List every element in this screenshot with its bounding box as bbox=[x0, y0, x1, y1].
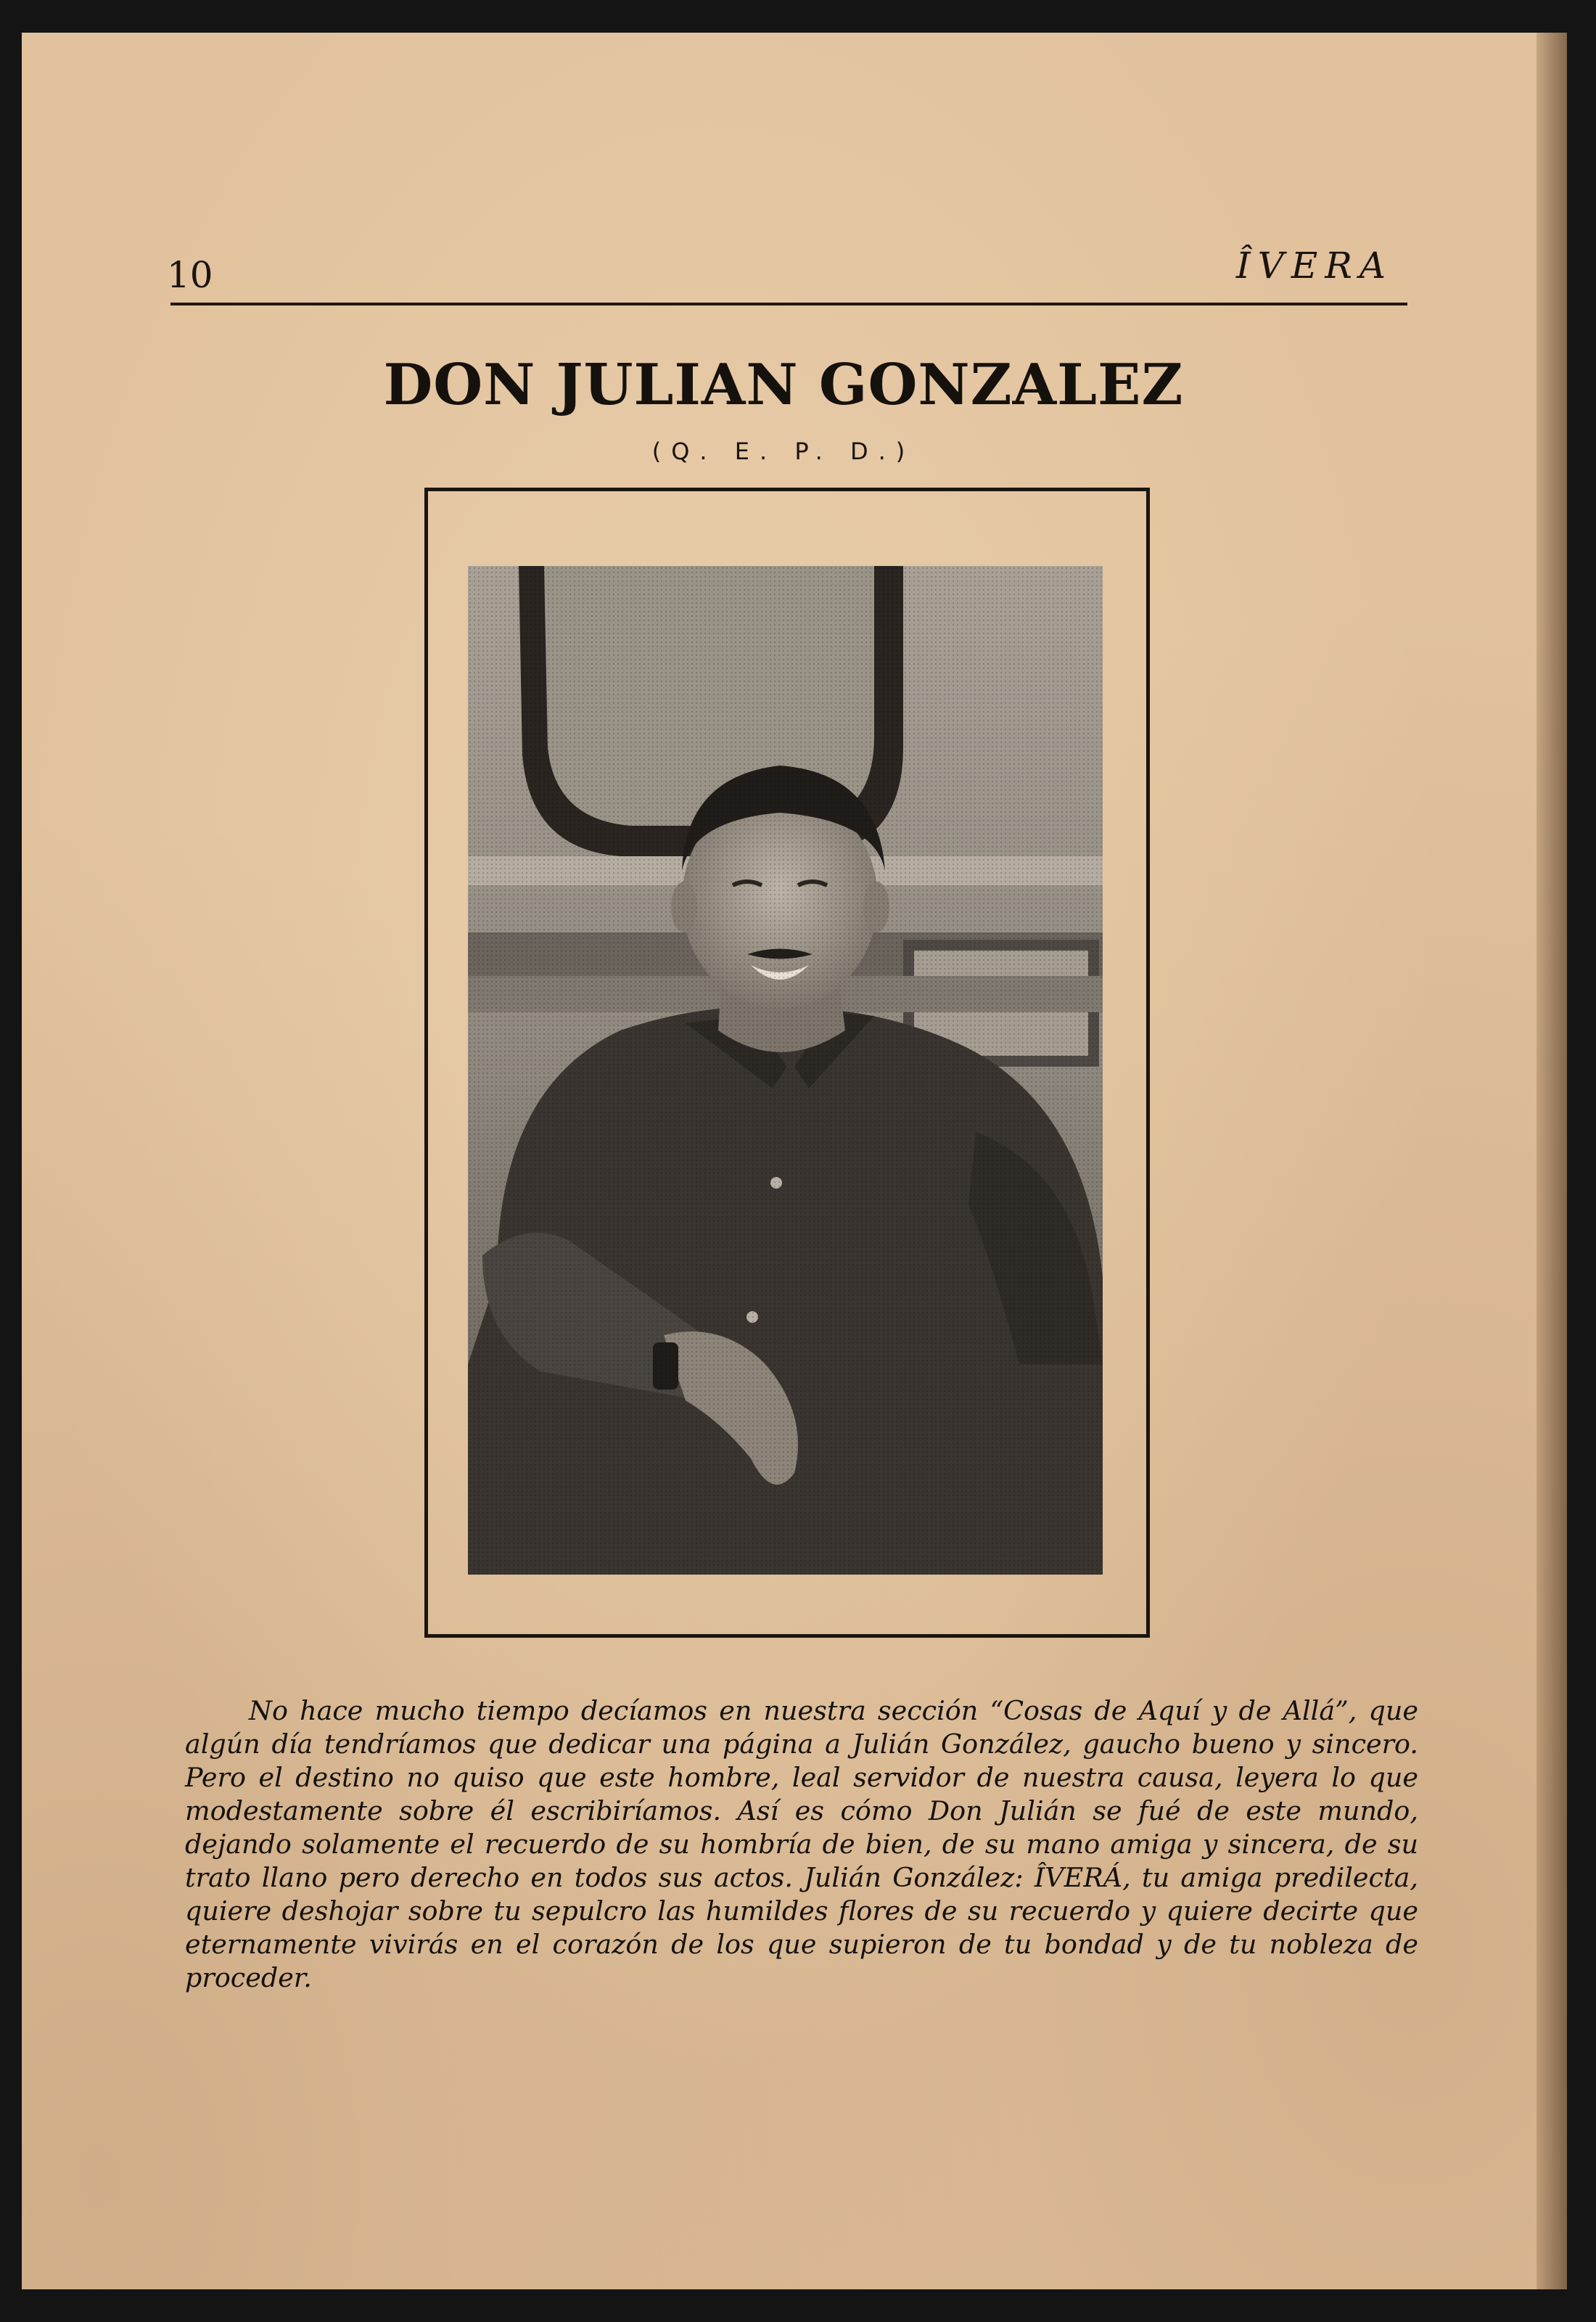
article-body: No hace mucho tiempo decíamos en nuestra sección “Cosas de Aquí y de Allá”, que algún día tendríamos que dedicar una página a Julián González, gaucho bueno y sincero. Pero el destino no quiso que este hombre, leal servidor de nuestra causa, leyera lo que modestamente sobre él escribiríamos. Así es cómo Don Julián se fué de este mundo, dejando solamente el recuerdo de su hombría de bien, de su mano amiga y sincera, de su trato llano pero derecho en todos sus actos. Julián González: ÎVERÁ, tu amiga predilecta, quiere deshojar sobre tu sepulcro las humildes flores de su recuerdo y quiere decirte que eternamente vivirás en el corazón de los que supieron de tu bondad y de tu nobleza de proceder. bbox=[185, 1695, 1418, 1993]
header-rule bbox=[170, 303, 1407, 305]
publication-name: ÎVERA bbox=[1235, 245, 1393, 287]
article-title: DON JULIAN GONZALEZ bbox=[383, 352, 1184, 418]
magazine-page bbox=[22, 33, 1567, 2289]
article-subtitle: (Q. E. P. D.) bbox=[651, 438, 916, 465]
page-number: 10 bbox=[167, 254, 213, 296]
portrait-photo bbox=[468, 566, 1103, 1575]
